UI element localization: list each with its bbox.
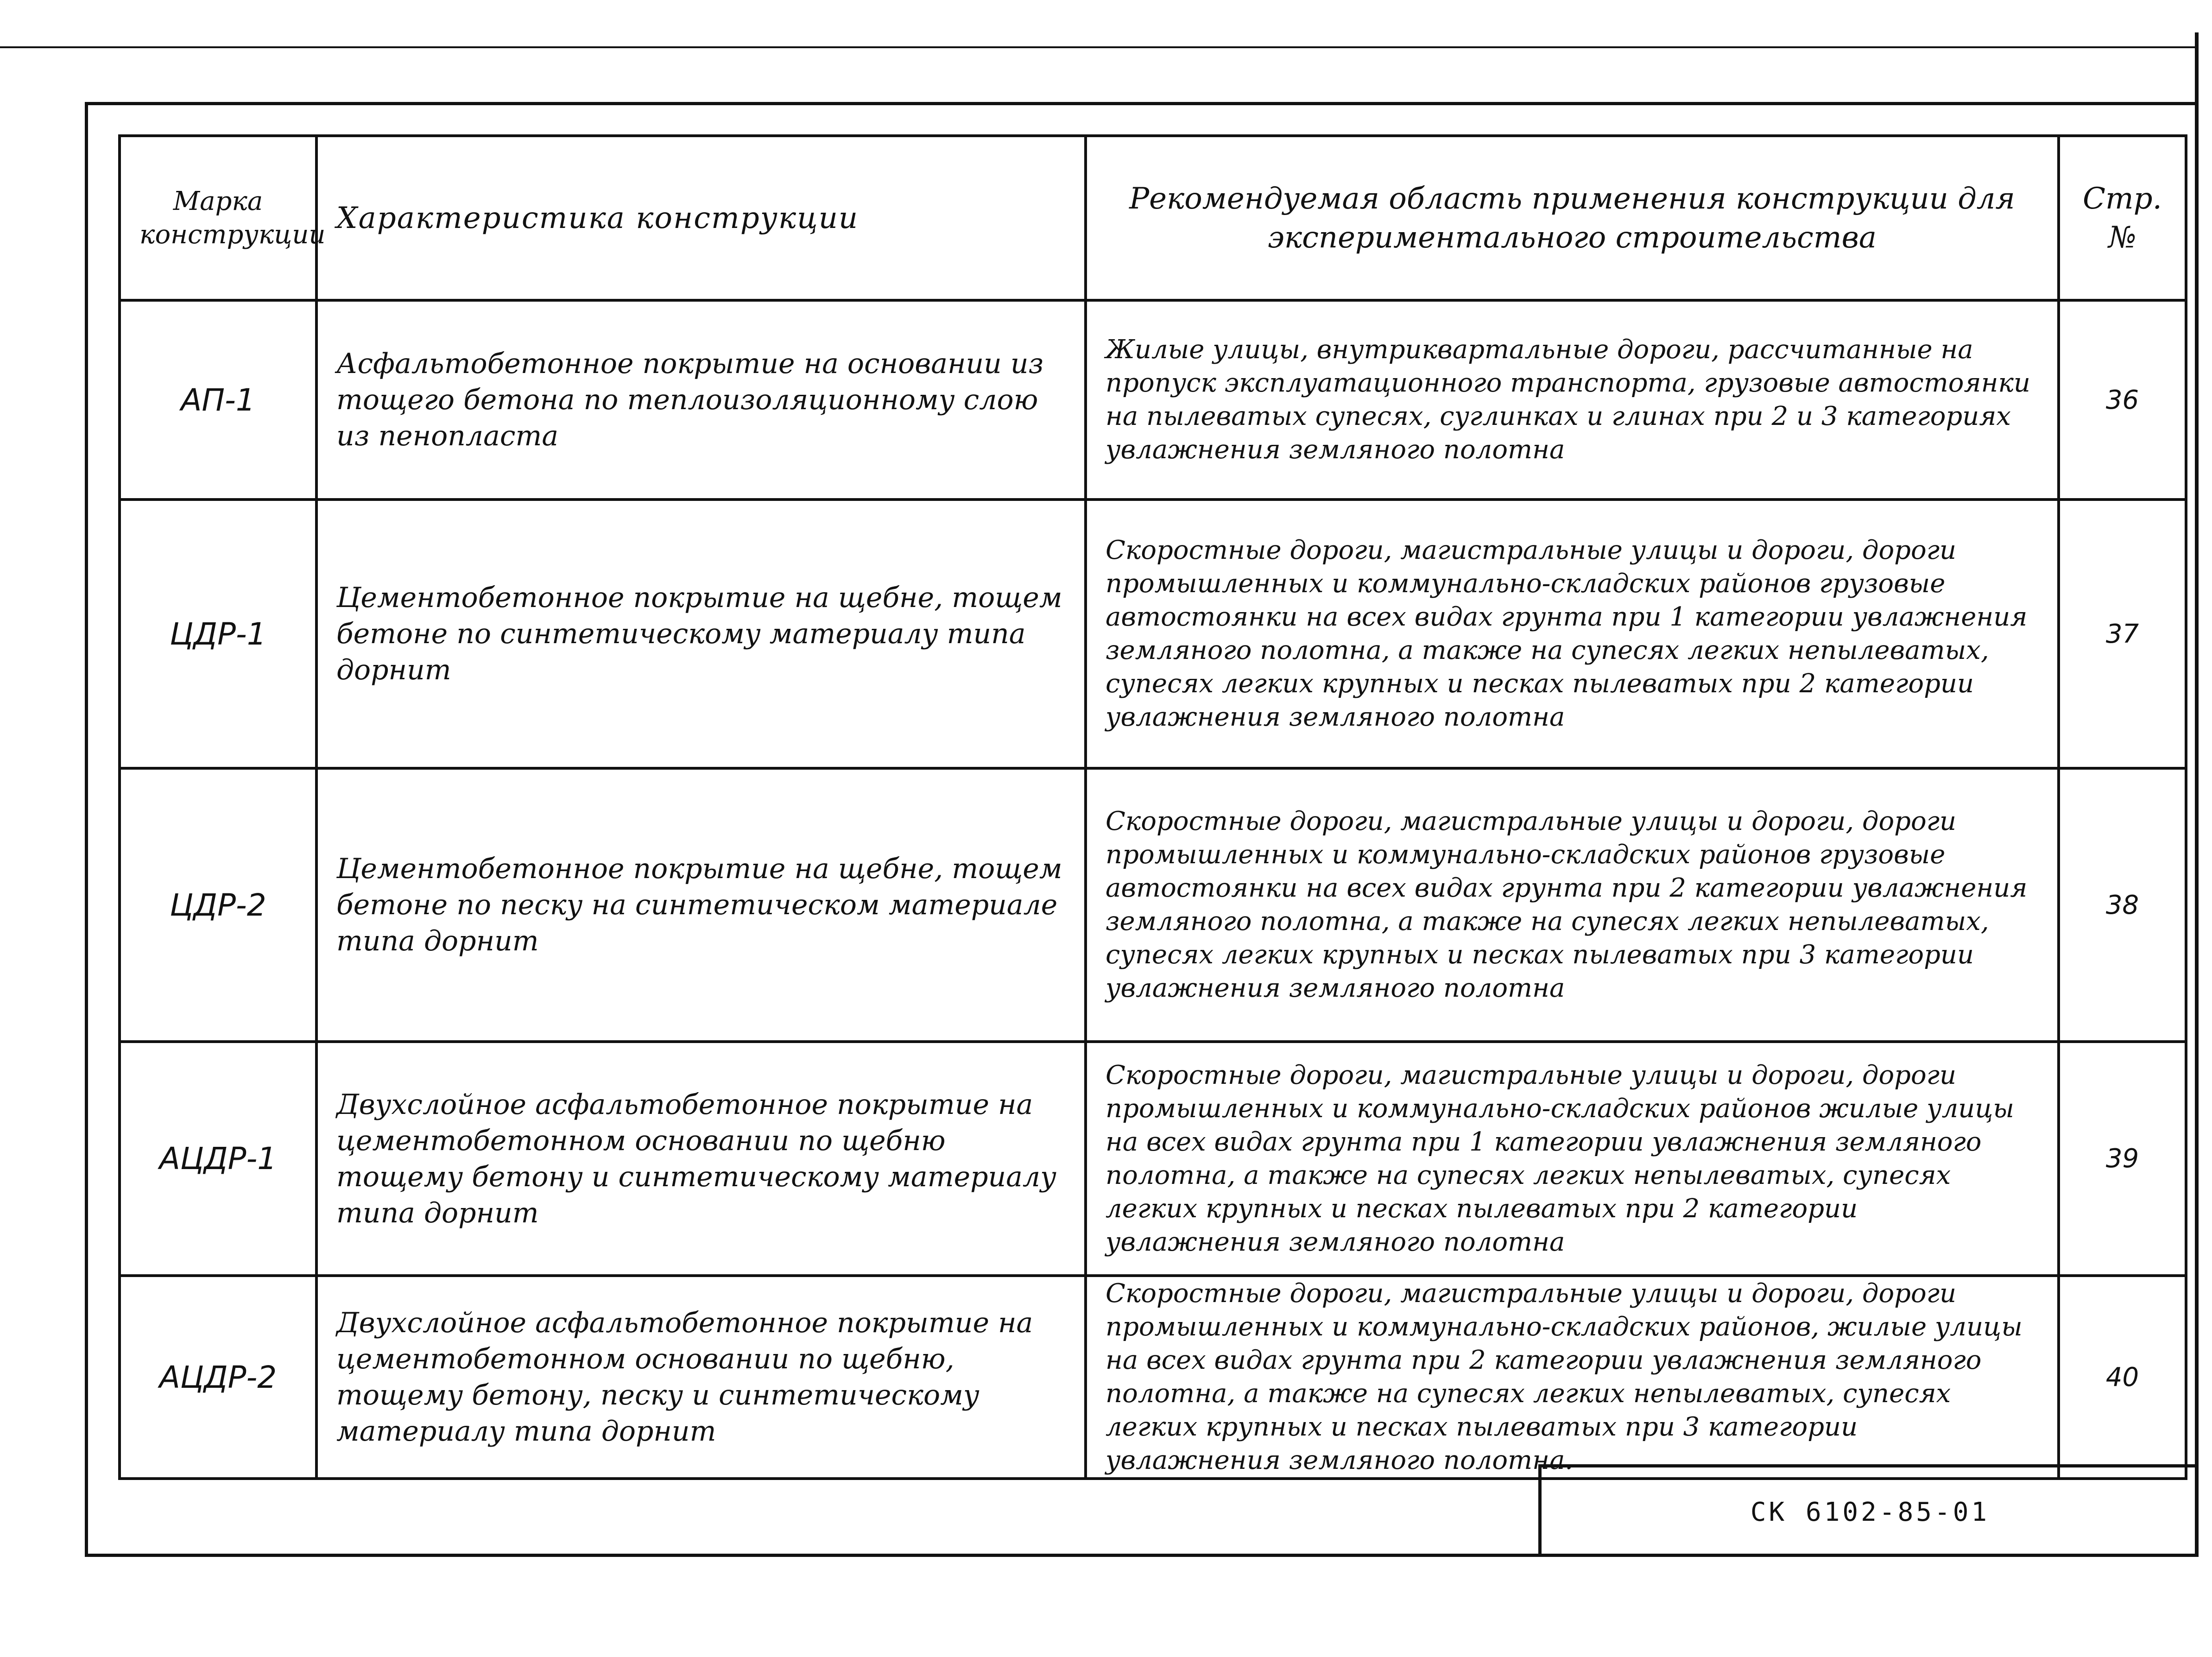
header-page: Стр.№ — [2059, 136, 2186, 300]
row-mark: ЦДР-1 — [120, 500, 316, 768]
table-row — [120, 1276, 2186, 1479]
row-description: Асфальтобетонное покрытие на основании из тощего бетона по теплоизоляционному слою из пенопласта — [316, 300, 1086, 500]
table-row — [120, 1042, 2186, 1276]
table-row — [120, 768, 2186, 1042]
row-area: Скоростные дороги, магистральные улицы и дороги, дороги промышленных и коммунально-складских районов грузовые автостоянки на всех видах грунта при 1 категории увлажнения земляного полотна, а также на супесях легких непылеватых, супесях легких крупных и песках пылеватых при 2 категории увлажнения земляного полотна — [1086, 500, 2059, 768]
document-code-stamp — [1538, 1464, 2199, 1557]
row-page: 39 — [2059, 1042, 2186, 1276]
sheet-frame-right — [2195, 32, 2199, 1557]
row-mark: ЦДР-2 — [120, 768, 316, 1042]
row-description: Двухслойное асфальтобетонное покрытие на цементобетонном основании по щебню, тощему бетону, песку и синтетическому материалу типа дорнит — [316, 1276, 1086, 1479]
table-row — [120, 500, 2186, 768]
row-description: Цементобетонное покрытие на щебне, тощем бетоне по песку на синтетическом материале типа дорнит — [316, 768, 1086, 1042]
document-code: СК 6102-85-01 — [1750, 1497, 1990, 1527]
table-row — [120, 300, 2186, 500]
header-mark: Марка конструкции — [120, 136, 316, 300]
row-mark: АЦДР-1 — [120, 1042, 316, 1276]
header-characteristic: Характеристика конструкции — [316, 136, 1086, 300]
row-mark: АП-1 — [120, 300, 316, 500]
constructions-table — [118, 134, 2187, 1480]
table-header-row — [120, 136, 2186, 300]
top-rule — [0, 46, 2199, 48]
row-description: Цементобетонное покрытие на щебне, тощем бетоне по синтетическому материалу типа дорнит — [316, 500, 1086, 768]
row-area: Скоростные дороги, магистральные улицы и дороги, дороги промышленных и коммунально-складских районов грузовые автостоянки на всех видах грунта при 2 категории увлажнения земляного полотна, а также на супесях легких непылеватых, супесях легких крупных и песках пылеватых при 3 категории увлажнения земляного полотна — [1086, 768, 2059, 1042]
row-area: Скоростные дороги, магистральные улицы и дороги, дороги промышленных и коммунально-складских районов, жилые улицы на всех видах грунта при 2 категории увлажнения земляного полотна, а также на супесях легких непылеватых, супесях легких крупных и песках пылеватых при 3 категории увлажнения земляного полотна. — [1086, 1276, 2059, 1479]
row-area: Жилые улицы, внутриквартальные дороги, рассчитанные на пропуск эксплуатационного транспорта, грузовые автостоянки на пылеватых супесях, суглинках и глинах при 2 и 3 категориях увлажнения земляного полотна — [1086, 300, 2059, 500]
row-page: 40 — [2059, 1276, 2186, 1479]
row-page: 38 — [2059, 768, 2186, 1042]
row-page: 37 — [2059, 500, 2186, 768]
row-page: 36 — [2059, 300, 2186, 500]
row-description: Двухслойное асфальтобетонное покрытие на цементобетонном основании по щебню тощему бетону и синтетическому материалу типа дорнит — [316, 1042, 1086, 1276]
header-area: Рекомендуемая область применения конструкции для экспериментального строительства — [1086, 136, 2059, 300]
row-mark: АЦДР-2 — [120, 1276, 316, 1479]
row-area: Скоростные дороги, магистральные улицы и дороги, дороги промышленных и коммунально-складских районов жилые улицы на всех видах грунта при 1 категории увлажнения земляного полотна, а также на супесях легких непылеватых, супесях легких крупных и песках пылеватых при 2 категории увлажнения земляного полотна — [1086, 1042, 2059, 1276]
